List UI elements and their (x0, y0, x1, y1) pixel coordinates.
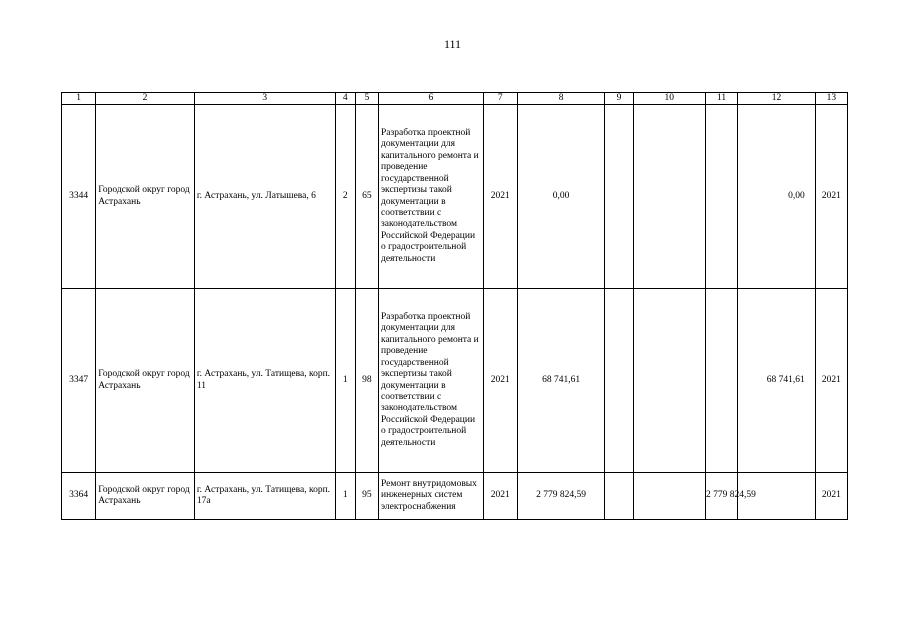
column-header: 12 (738, 93, 815, 105)
column-header: 11 (706, 93, 738, 105)
cell-col10 (633, 289, 705, 473)
completion-year: 2021 (815, 289, 847, 473)
completion-year: 2021 (815, 473, 847, 520)
cell-col4: 1 (335, 289, 355, 473)
municipality: Городской округ город Астрахань (96, 289, 195, 473)
record-number: 3344 (62, 105, 96, 289)
record-number: 3347 (62, 289, 96, 473)
work-type: Ремонт внутридомовых инженерных систем электроснабжения (378, 473, 483, 520)
column-header: 13 (815, 93, 847, 105)
page-number: 111 (443, 37, 462, 51)
column-header: 10 (633, 93, 705, 105)
column-header: 1 (62, 93, 96, 105)
municipality: Городской округ город Астрахань (96, 105, 195, 289)
table-row (62, 473, 848, 520)
cell-col5: 98 (355, 289, 378, 473)
cell-col5: 95 (355, 473, 378, 520)
column-header: 5 (355, 93, 378, 105)
total-cost: 68 741,61 (517, 289, 605, 473)
cell-col9 (605, 473, 633, 520)
cell-col5: 65 (355, 105, 378, 289)
table-row (62, 105, 848, 289)
total-cost: 0,00 (517, 105, 605, 289)
cell-col9 (605, 289, 633, 473)
column-header: 6 (378, 93, 483, 105)
cell-col11 (706, 289, 738, 473)
cell-col4: 1 (335, 473, 355, 520)
year: 2021 (483, 289, 517, 473)
completion-year: 2021 (815, 105, 847, 289)
cell-col4: 2 (335, 105, 355, 289)
work-type: Разработка проектной документации для капитального ремонта и проведение государственной экспертизы такой документации в соответствии с законодательством Российской Федерации о градостроительной деятельности (378, 289, 483, 473)
cell-col12: 68 741,61 (738, 289, 815, 473)
column-header: 9 (605, 93, 633, 105)
year: 2021 (483, 473, 517, 520)
column-header: 4 (335, 93, 355, 105)
cell-col12: 0,00 (738, 105, 815, 289)
column-header: 7 (483, 93, 517, 105)
cell-col9 (605, 105, 633, 289)
total-cost: 2 779 824,59 (517, 473, 605, 520)
cell-col11: 2 779 824,59 (706, 473, 738, 520)
address: г. Астрахань, ул. Татищева, корп. 11 (194, 289, 335, 473)
table-row (62, 289, 848, 473)
work-type: Разработка проектной документации для капитального ремонта и проведение государственной экспертизы такой документации в соответствии с законодательством Российской Федерации о градостроительной деятельности (378, 105, 483, 289)
year: 2021 (483, 105, 517, 289)
municipality: Городской округ город Астрахань (96, 473, 195, 520)
column-header: 2 (96, 93, 195, 105)
address: г. Астрахань, ул. Татищева, корп. 17а (194, 473, 335, 520)
column-header: 3 (194, 93, 335, 105)
column-header: 8 (517, 93, 605, 105)
cell-col11 (706, 105, 738, 289)
record-number: 3364 (62, 473, 96, 520)
cell-col10 (633, 105, 705, 289)
column-number-header (62, 93, 848, 105)
address: г. Астрахань, ул. Латышева, 6 (194, 105, 335, 289)
register-table (61, 92, 848, 520)
cell-col10 (633, 473, 705, 520)
